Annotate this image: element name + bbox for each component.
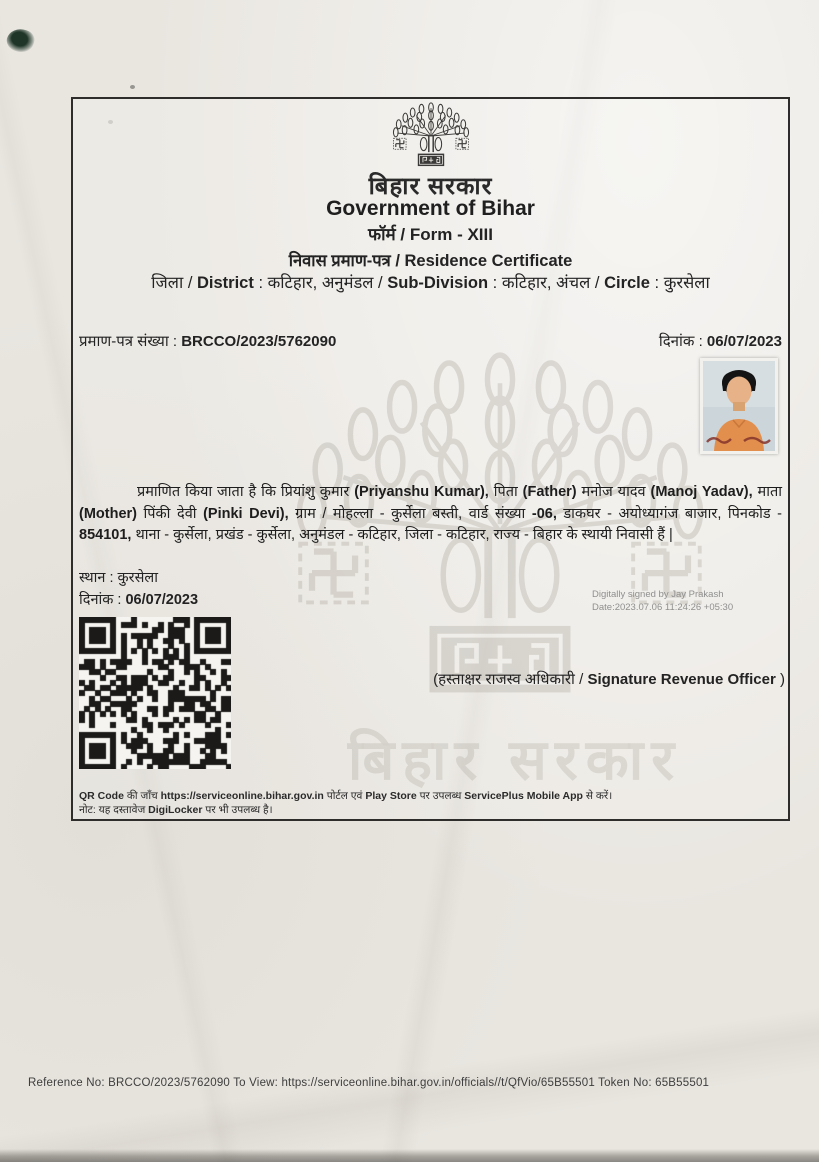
certificate-body-paragraph: प्रमाणित किया जाता है कि प्रियांशु कुमार (Priyanshu Kumar), पिता (Father) मनोज यादव (Manoj Yadav), माता (Mother) पिंकी देवी (Pinki Devi), ग्राम / मोहल्ला - कुर्सेला बस्ती, वार्ड संख्या -06, डाकघर - अयोध्यागंज बाजार, पिनकोड - 854101, थाना - कुर्सेला, प्रखंड - कुर्सेला, अनुमंडल - कटिहार, जिला - कटिहार, राज्य - बिहार के स्थायी निवासी हैं | — [79, 484, 783, 543]
signature-officer-caption: (हस्ताक्षर राजस्व अधिकारी / Signature Revenue Officer ) — [433, 671, 785, 688]
org-name-english: Government of Bihar — [326, 197, 535, 220]
meta-row — [79, 331, 782, 351]
emblem-wrap — [73, 101, 788, 176]
reference-footer-line: Reference No: BRCCO/2023/5762090 To View: https://serviceonline.bihar.gov.in/officials//t/QfVio/65B55501 Token No: 65B55501 — [28, 1077, 710, 1089]
applicant-photo-image — [700, 358, 778, 454]
certificate-number: प्रमाण-पत्र संख्या : BRCCO/2023/5762090 — [79, 333, 337, 350]
certificate-border-box — [71, 97, 790, 821]
issue-place-line: स्थान : कुरसेला — [79, 570, 158, 586]
applicant-photo — [700, 358, 778, 454]
form-number-line: फॉर्म / Form - XIII — [368, 225, 493, 244]
paper-bottom-edge — [0, 1149, 819, 1162]
digital-signature-line2: Date:2023.07.06 11:24:26 +05:30 — [592, 602, 734, 613]
org-name-hindi: बिहार सरकार — [368, 173, 493, 200]
bihar-state-emblem-icon — [387, 101, 475, 171]
paper-speck — [130, 85, 135, 89]
digital-signature-line1: Digitally signed by Jay Prakash — [592, 589, 724, 600]
certificate-title: निवास प्रमाण-पत्र / Residence Certificate — [288, 252, 573, 270]
digilocker-note: नोट: यह दस्तावेज DigiLocker पर भी उपलब्ध है। — [79, 804, 273, 816]
watermark-text: बिहार सरकार — [347, 728, 683, 791]
digital-signature-text — [592, 588, 802, 614]
qr-verification-note: QR Code की जाँच https://serviceonline.bihar.gov.in पोर्टल एवं Play Store पर उपलब्ध ServicePlus Mobile App से करें। — [79, 790, 613, 802]
qr-code-wrap — [79, 617, 231, 769]
qr-code — [79, 617, 231, 769]
district-subdivision-circle-line: जिला / District : कटिहार, अनुमंडल / Sub-Division : कटिहार, अंचल / Circle : कुरसेला — [151, 274, 710, 292]
issue-date-top: दिनांक : 06/07/2023 — [658, 333, 782, 350]
issue-date-line: दिनांक : 06/07/2023 — [79, 592, 199, 608]
